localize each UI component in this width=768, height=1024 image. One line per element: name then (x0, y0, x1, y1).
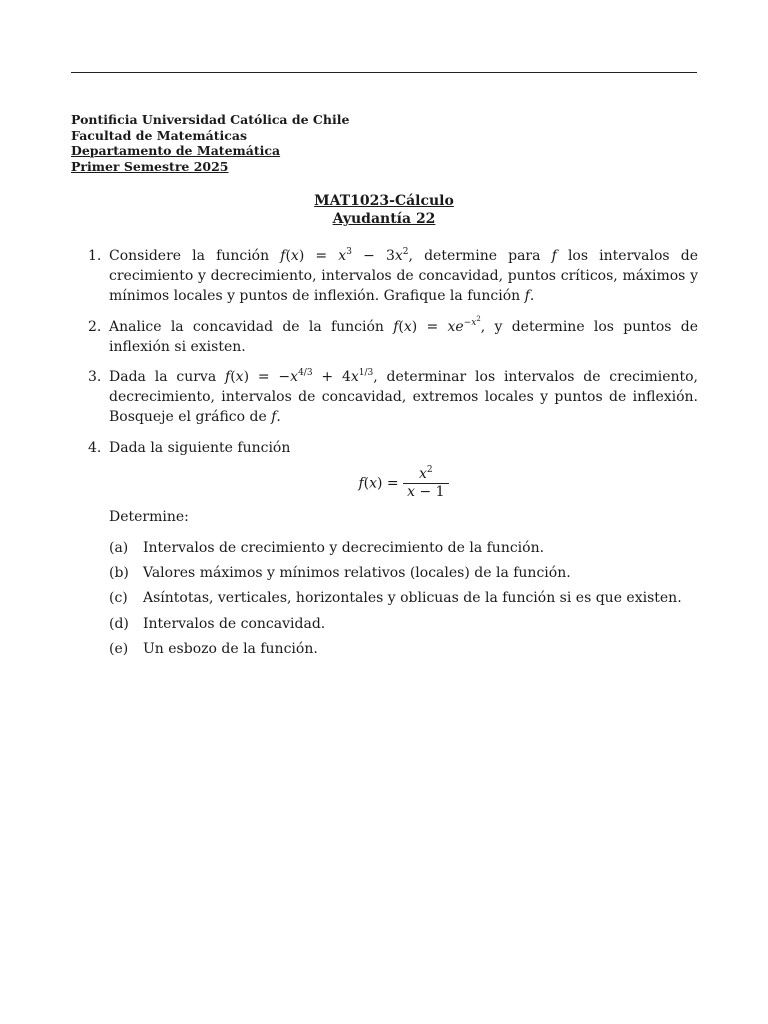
formula-4: f(x) = $\frac{x^2}{x - 1}$ (109, 466, 698, 501)
department-name: Departamento de Matemática (71, 143, 281, 158)
problem-3 (88, 367, 698, 428)
faculty-name: Facultad de Matemáticas (71, 127, 248, 143)
subitem-list (109, 538, 698, 659)
problem-4 (88, 438, 698, 664)
top-rule (71, 72, 697, 73)
sheet-title: Ayudantía 22 (332, 211, 436, 227)
subitem-e: (e) Un esbozo de la función. (109, 640, 318, 657)
university-name: Pontificia Universidad Católica de Chile (71, 112, 350, 127)
document-header (71, 112, 349, 174)
semester: Primer Semestre 2025 (71, 158, 229, 174)
problem-list (88, 246, 698, 674)
formula-1: $f(x) = x^3 - 3x^2$ (280, 247, 409, 264)
subitem-c: (c) Asíntotas, verticales, horizontales y oblicuas de la función si es que existen. (109, 590, 682, 607)
problem-text: Dada la siguiente función f(x) = $\frac{x^2}{x - 1}$ Determine: (a) Intervalos de crecimiento y decrecimiento de la función. (b) Valores máximos y mínimos relativos (locales) de la función. (c) Asíntotas, verticales, horizontales y oblicuas de la función si es que existen. (d) Intervalos de concavidad. (e) Un esbozo de la función. (109, 438, 698, 664)
determine-label: Determine: (109, 508, 189, 525)
problem-text: Considere la función $f(x) = x^3 - 3x^2$, determine para f los intervalos de crecimiento y decrecimiento, intervalos de concavidad, puntos críticos, máximos y mínimos locales y puntos de inflexión. Grafique la función f. (109, 247, 699, 305)
course-title: MAT1023-Cálculo (314, 193, 454, 209)
document-title (0, 192, 768, 228)
problem-text: Dada la curva $f(x) = -x^{4/3} + 4x^{1/3}$, determinar los intervalos de crecimiento, decrecimiento, intervalos de concavidad, extremos locales y puntos de inflexión. Bosqueje el gráfico de f. (109, 368, 699, 426)
subitem-d: (d) Intervalos de concavidad. (109, 615, 326, 632)
problem-text: Analice la concavidad de la función $f(x) = xe^{-x^2}$, y determine los puntos de inflexión si existen. (109, 314, 699, 355)
problem-2 (88, 314, 699, 357)
problem-number: 1. (88, 248, 102, 264)
subitem-b: (b) Valores máximos y mínimos relativos (locales) de la función. (109, 565, 571, 582)
subitem-a: (a) Intervalos de crecimiento y decrecimiento de la función. (109, 540, 545, 557)
problem-number: 2. (88, 318, 102, 335)
formula-3: $f(x) = -x^{4/3} + 4x^{1/3}$ (225, 368, 374, 386)
problem-number: 3. (88, 369, 102, 386)
problem-1 (88, 246, 698, 307)
problem-number: 4. (88, 439, 102, 456)
formula-2: $f(x) = xe^{-x^2}$ (393, 314, 481, 335)
